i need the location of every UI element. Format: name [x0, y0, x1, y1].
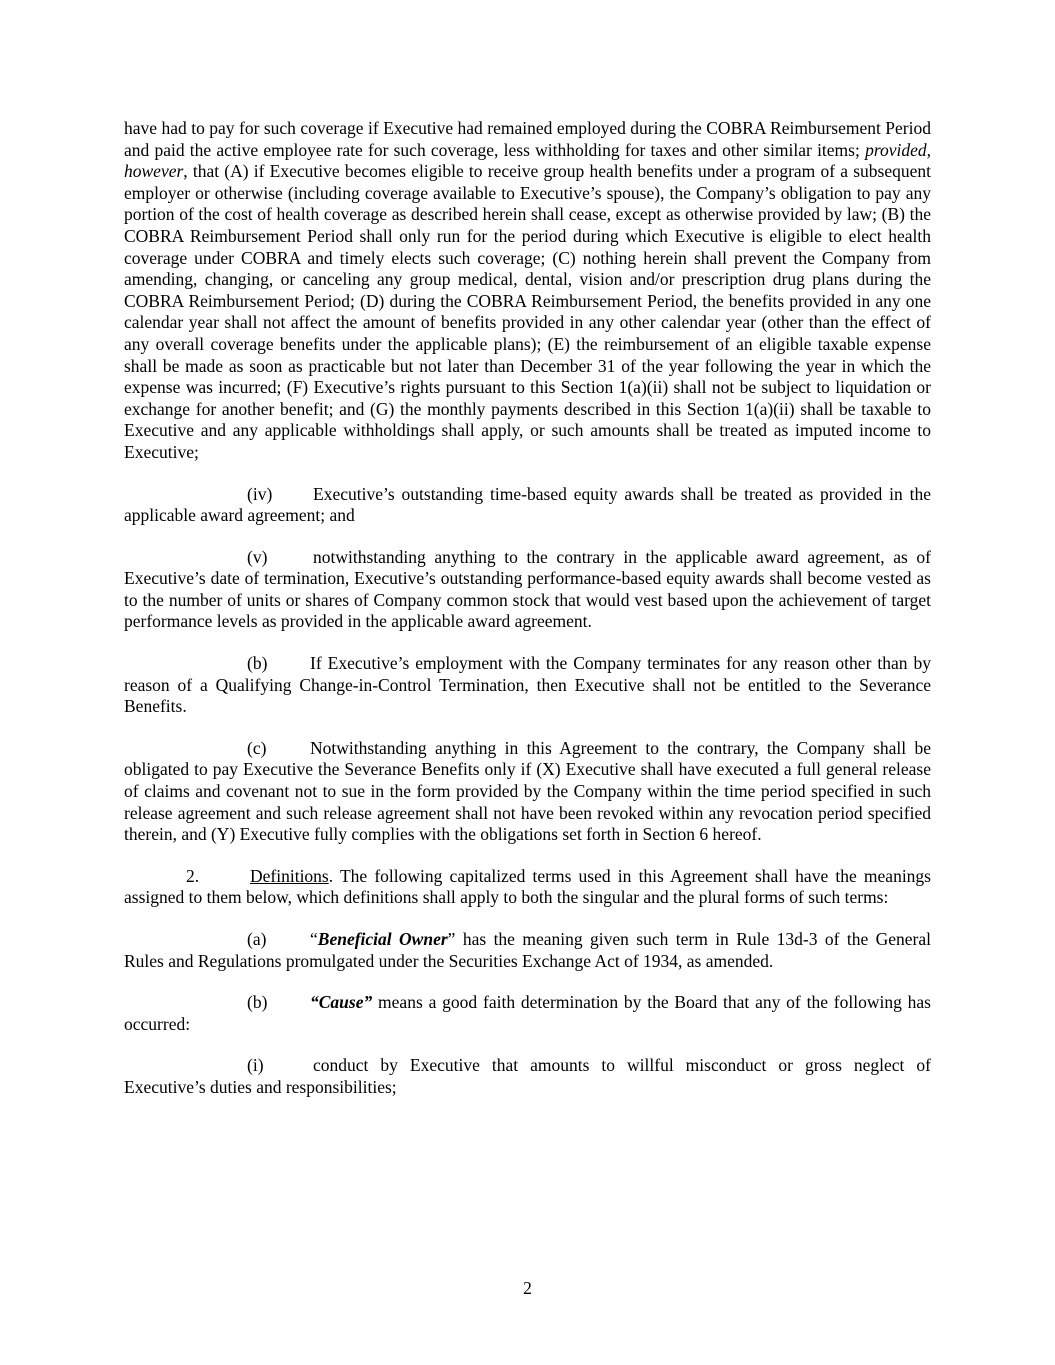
paragraph-text: Notwithstanding anything in this Agreement to the contrary, the Company shall be obligated to pay Executive the Severance Benefits only if (X) Executive shall have executed a full general release of claims and covenant not to sue in the form provided by the Company within the time period specified in such release agreement and such release agreement shall not have been revoked within any revocation period specified therein, and (Y) Executive fully complies with the obligations set forth in Section 6 hereof.	[124, 737, 931, 845]
paragraph-text: conduct by Executive that amounts to willful misconduct or gross neglect of Executive’s duties and responsibilities;	[124, 1055, 931, 1097]
section-number: 2.	[186, 865, 200, 886]
list-label: (c)	[247, 737, 267, 758]
defined-term: “Cause”	[310, 992, 373, 1013]
paragraph-section-2	[124, 866, 931, 909]
paragraph-text: means a good faith determination by the Board that any of the following has occurred:	[124, 992, 931, 1034]
list-label: (b)	[247, 653, 268, 674]
section-heading: Definitions	[250, 865, 329, 886]
document-body	[124, 118, 931, 1119]
paragraph-item-c	[124, 738, 931, 846]
paragraph-text: . The following capitalized terms used in this Agreement shall have the meanings assigned to them below, which definitions shall apply to both the singular and the plural forms of such terms:	[124, 865, 931, 908]
paragraph-text: If Executive’s employment with the Company terminates for any reason other than by reason of a Qualifying Change-in-Control Termination, then Executive shall not be entitled to the Severance Benefits.	[124, 653, 931, 717]
paragraph-cobra-continuation	[124, 118, 931, 464]
paragraph-item-b	[124, 653, 931, 718]
paragraph-text: notwithstanding anything to the contrary in the applicable award agreement, as of Executive’s date of termination, Executive’s outstanding performance-based equity awards shall become vested as to the number of units or shares of Company common stock that would vest based upon the achievement of target performance levels as provided in the applicable award agreement.	[124, 546, 931, 632]
list-label: (a)	[247, 929, 267, 949]
paragraph-def-a	[124, 929, 931, 972]
paragraph-text: , that (A) if Executive becomes eligible to receive group health benefits under a program of a subsequent employer or otherwise (including coverage available to Executive’s spouse), the Company’s obligation to pay any portion of the cost of health coverage as described herein shall cease, except as otherwise provided by law; (B) the COBRA Reimbursement Period shall only run for the period during which Executive is eligible to elect health coverage under COBRA and timely elects such coverage; (C) nothing herein shall prevent the Company from amending, changing, or canceling any group medical, dental, vision and/or prescription drug plans during the COBRA Reimbursement Period; (D) during the COBRA Reimbursement Period, the benefits provided in any one calendar year shall not affect the amount of benefits provided in any other calendar year (other than the effect of any overall coverage benefits under the applicable plans); (E) the reimbursement of an eligible taxable expense shall be made as soon as practicable but not later than December 31 of the year following the year in which the expense was incurred; (F) Executive’s rights pursuant to this Section 1(a)(ii) shall not be subject to liquidation or exchange for another benefit; and (G) the monthly payments described in this Section 1(a)(ii) shall be taxable to Executive and any applicable withholdings shall apply, or such amounts shall be treated as imputed income to Executive;	[124, 161, 931, 462]
list-label: (v)	[247, 546, 268, 567]
page-number: 2	[523, 1278, 532, 1298]
quote-mark: “	[310, 929, 318, 949]
quote-mark: ”	[447, 929, 456, 949]
paragraph-item-v	[124, 547, 931, 633]
paragraph-item-iv	[124, 484, 931, 527]
paragraph-text: Executive’s outstanding time-based equity awards shall be treated as provided in the applicable award agreement; and	[124, 483, 931, 526]
paragraph-item-i	[124, 1055, 931, 1098]
list-label: (i)	[247, 1055, 264, 1076]
list-label: (b)	[247, 992, 268, 1013]
paragraph-text: have had to pay for such coverage if Executive had remained employed during the COBRA Reimbursement Period and paid the active employee rate for such coverage, less withholding for taxes and other similar items;	[124, 118, 931, 160]
paragraph-text: has the meaning given such term in Rule 13d-3 of the General Rules and Regulations promulgated under the Securities Exchange Act of 1934, as amended.	[124, 929, 931, 971]
italic-phrase: provided, however	[124, 139, 931, 182]
list-label: (iv)	[247, 483, 273, 504]
paragraph-def-b	[124, 992, 931, 1035]
defined-term: Beneficial Owner	[317, 929, 448, 949]
